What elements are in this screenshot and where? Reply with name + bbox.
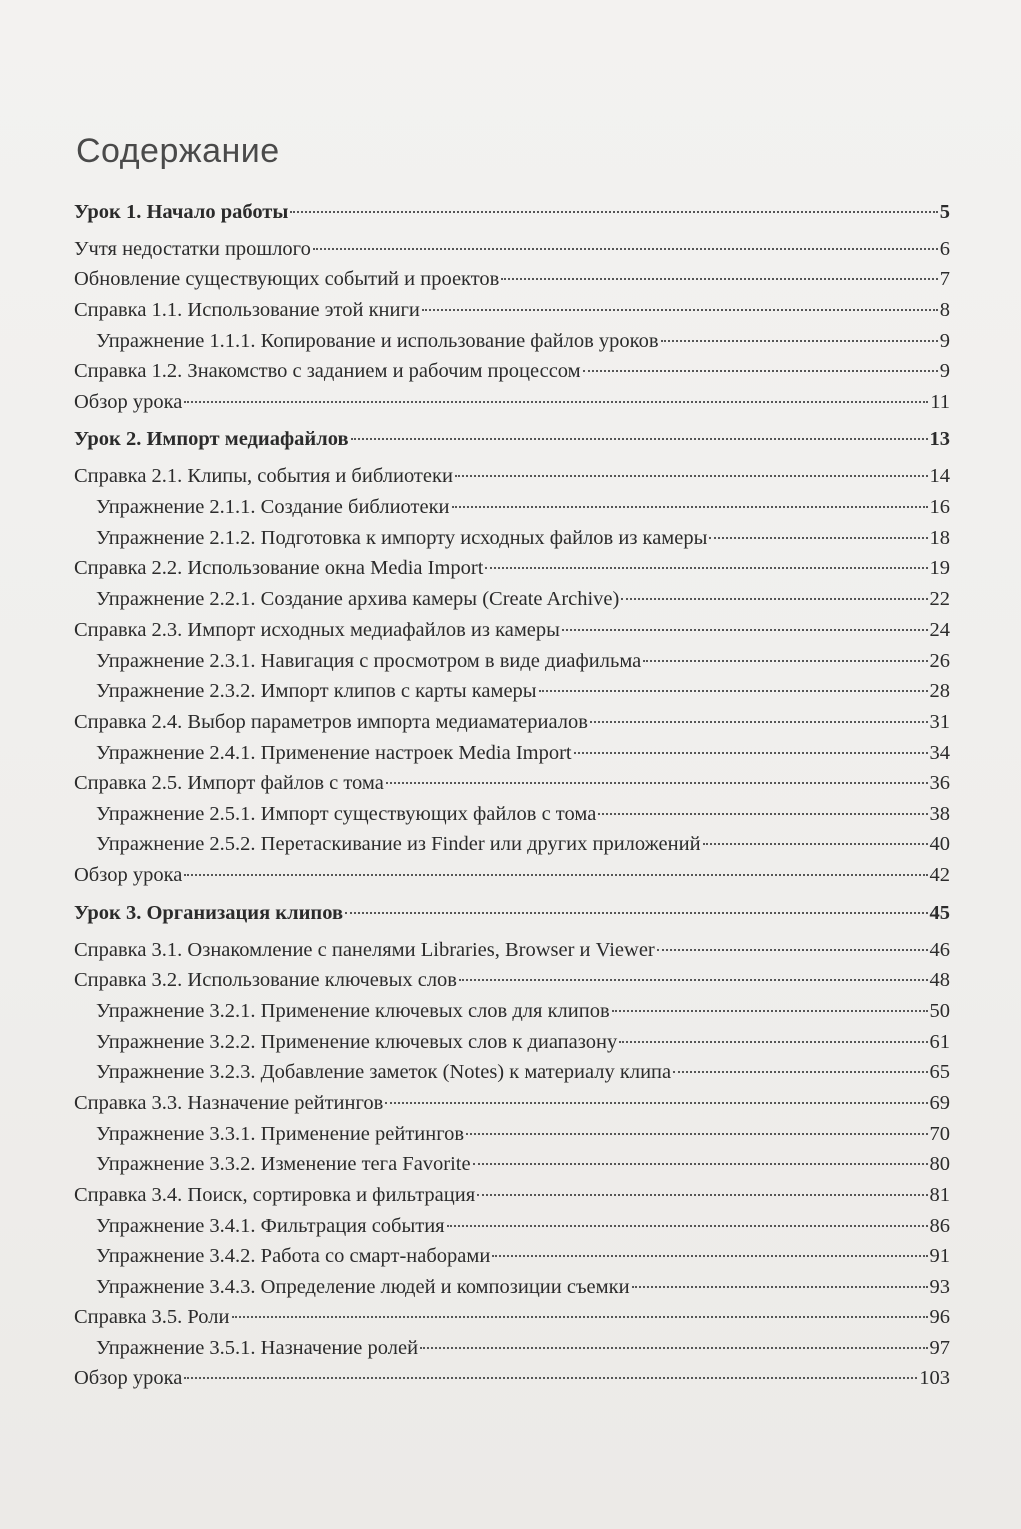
toc-entry-exercise	[74, 1150, 950, 1178]
dot-leader	[612, 1010, 928, 1012]
toc-entry	[74, 235, 950, 263]
dot-leader	[661, 340, 938, 342]
dot-leader	[447, 1225, 928, 1227]
entry-label: Урок 2. Импорт медиафайлов	[74, 428, 349, 450]
toc-entry-exercise	[74, 585, 950, 613]
dot-leader	[621, 598, 927, 600]
entry-label: Учтя недостатки прошлого	[74, 238, 311, 260]
dot-leader	[459, 979, 928, 981]
entry-label: Справка 2.4. Выбор параметров импорта медиаматериалов	[74, 711, 588, 733]
entry-label: Упражнение 3.3.2. Изменение тега Favorite	[96, 1153, 471, 1175]
dot-leader	[657, 949, 928, 951]
toc-entry-exercise	[74, 1212, 950, 1240]
toc-entry	[74, 1089, 950, 1117]
page-number: 14	[929, 465, 950, 487]
page-number: 86	[929, 1215, 950, 1237]
dot-leader	[290, 211, 937, 213]
entry-label: Справка 2.2. Использование окна Media Import	[74, 557, 484, 579]
page-number: 80	[929, 1153, 950, 1175]
dot-leader	[386, 782, 928, 784]
page-number: 18	[929, 527, 950, 549]
dot-leader	[422, 309, 938, 311]
toc-entry-exercise	[74, 830, 950, 858]
toc-entry-exercise	[74, 997, 950, 1025]
toc-entry-exercise	[74, 647, 950, 675]
entry-label: Упражнение 2.2.1. Создание архива камеры (Create Archive)	[96, 588, 620, 610]
dot-leader	[232, 1316, 928, 1318]
entry-label: Упражнение 2.3.1. Навигация с просмотром в виде диафильма	[96, 650, 642, 672]
page-number: 6	[939, 238, 950, 260]
dot-leader	[501, 278, 937, 280]
toc-entry	[74, 462, 950, 490]
page-number: 31	[929, 711, 950, 733]
dot-leader	[539, 690, 928, 692]
dot-leader	[562, 629, 928, 631]
toc-entry	[74, 265, 950, 293]
toc-entry-lesson	[74, 899, 950, 927]
toc-entry	[74, 708, 950, 736]
dot-leader	[673, 1071, 927, 1073]
dot-leader	[351, 438, 928, 440]
entry-label: Справка 2.5. Импорт файлов с тома	[74, 772, 384, 794]
entry-label: Упражнение 3.5.1. Назначение ролей	[96, 1337, 419, 1359]
page-number: 103	[919, 1367, 950, 1389]
page-number: 40	[929, 833, 950, 855]
toc-entry	[74, 1303, 950, 1331]
dot-leader	[184, 401, 928, 403]
toc-entry-exercise	[74, 327, 950, 355]
entry-label: Обзор урока	[74, 391, 183, 413]
toc-entry	[74, 769, 950, 797]
toc-entry-exercise	[74, 524, 950, 552]
dot-leader	[385, 1102, 927, 1104]
toc-entry	[74, 1364, 950, 1392]
dot-leader	[643, 660, 927, 662]
page-number: 11	[930, 391, 950, 413]
page-number: 91	[929, 1245, 950, 1267]
dot-leader	[452, 506, 928, 508]
entry-label: Справка 1.2. Знакомство с заданием и рабочим процессом	[74, 360, 581, 382]
toc-entry	[74, 357, 950, 385]
page-number: 70	[929, 1123, 950, 1145]
entry-label: Обновление существующих событий и проектов	[74, 268, 500, 290]
page-number: 13	[929, 428, 950, 450]
page-number: 19	[929, 557, 950, 579]
page-number: 61	[929, 1031, 950, 1053]
toc-entry-exercise	[74, 1334, 950, 1362]
dot-leader	[466, 1133, 927, 1135]
entry-label: Упражнение 2.5.2. Перетаскивание из Finder или других приложений	[96, 833, 701, 855]
entry-label: Упражнение 3.3.1. Применение рейтингов	[96, 1123, 465, 1145]
entry-label: Справка 1.1. Использование этой книги	[74, 299, 420, 321]
page-number: 96	[929, 1306, 950, 1328]
dot-leader	[709, 537, 927, 539]
page-number: 38	[929, 803, 950, 825]
page-title: Содержание	[76, 132, 280, 170]
toc-entry	[74, 388, 950, 416]
dot-leader	[184, 1377, 917, 1379]
entry-label: Справка 2.3. Импорт исходных медиафайлов из камеры	[74, 619, 560, 641]
page-number: 5	[939, 201, 950, 223]
page-number: 69	[929, 1092, 950, 1114]
toc-entry-exercise	[74, 739, 950, 767]
toc-entry-exercise	[74, 677, 950, 705]
toc-entry-lesson	[74, 425, 950, 453]
dot-leader	[632, 1286, 928, 1288]
entry-label: Упражнение 2.1.1. Создание библиотеки	[96, 496, 450, 518]
page-number: 9	[939, 360, 950, 382]
page-number: 46	[929, 939, 950, 961]
toc-entry	[74, 936, 950, 964]
dot-leader	[345, 912, 927, 914]
dot-leader	[420, 1347, 927, 1349]
page-number: 36	[929, 772, 950, 794]
dot-leader	[492, 1255, 927, 1257]
entry-label: Упражнение 3.2.2. Применение ключевых слов к диапазону	[96, 1031, 618, 1053]
page-number: 50	[929, 1000, 950, 1022]
entry-label: Упражнение 1.1.1. Копирование и использование файлов уроков	[96, 330, 659, 352]
entry-label: Справка 3.3. Назначение рейтингов	[74, 1092, 384, 1114]
toc-entry	[74, 296, 950, 324]
dot-leader	[703, 843, 928, 845]
toc-entry-exercise	[74, 493, 950, 521]
entry-label: Справка 3.1. Ознакомление с панелями Libraries, Browser и Viewer	[74, 939, 655, 961]
entry-label: Упражнение 2.4.1. Применение настроек Media Import	[96, 742, 572, 764]
entry-label: Упражнение 3.2.3. Добавление заметок (Notes) к материалу клипа	[96, 1061, 672, 1083]
toc-entry	[74, 554, 950, 582]
page-number: 97	[929, 1337, 950, 1359]
dot-leader	[598, 813, 927, 815]
entry-label: Упражнение 3.4.3. Определение людей и композиции съемки	[96, 1276, 630, 1298]
page-number: 65	[929, 1061, 950, 1083]
entry-label: Упражнение 3.4.1. Фильтрация события	[96, 1215, 445, 1237]
entry-label: Упражнение 3.2.1. Применение ключевых слов для клипов	[96, 1000, 610, 1022]
toc-entry-exercise	[74, 1058, 950, 1086]
entry-label: Справка 2.1. Клипы, события и библиотеки	[74, 465, 453, 487]
page-number: 34	[929, 742, 950, 764]
dot-leader	[473, 1163, 928, 1165]
page-number: 93	[929, 1276, 950, 1298]
dot-leader	[485, 567, 927, 569]
toc-entry	[74, 616, 950, 644]
entry-label: Упражнение 2.3.2. Импорт клипов с карты камеры	[96, 680, 537, 702]
page-number: 9	[939, 330, 950, 352]
entry-label: Справка 3.5. Роли	[74, 1306, 230, 1328]
toc-entry-exercise	[74, 1242, 950, 1270]
page-number: 45	[929, 902, 950, 924]
page-number: 7	[939, 268, 950, 290]
page-number: 24	[929, 619, 950, 641]
dot-leader	[583, 370, 938, 372]
entry-label: Справка 3.4. Поиск, сортировка и фильтрация	[74, 1184, 476, 1206]
page-number: 28	[929, 680, 950, 702]
entry-label: Урок 3. Организация клипов	[74, 902, 344, 924]
page-number: 16	[929, 496, 950, 518]
entry-label: Упражнение 3.4.2. Работа со смарт-наборами	[96, 1245, 491, 1267]
toc-entry-exercise	[74, 1273, 950, 1301]
entry-label: Упражнение 2.5.1. Импорт существующих файлов с тома	[96, 803, 597, 825]
dot-leader	[313, 248, 938, 250]
dot-leader	[184, 874, 927, 876]
dot-leader	[619, 1041, 927, 1043]
toc-entry-exercise	[74, 1120, 950, 1148]
entry-label: Обзор урока	[74, 864, 183, 886]
toc-entry	[74, 1181, 950, 1209]
dot-leader	[455, 475, 928, 477]
toc-entry-exercise	[74, 800, 950, 828]
toc-entry-lesson	[74, 198, 950, 226]
toc-entry	[74, 966, 950, 994]
toc-entry-exercise	[74, 1028, 950, 1056]
page-number: 81	[929, 1184, 950, 1206]
entry-label: Справка 3.2. Использование ключевых слов	[74, 969, 457, 991]
page-number: 8	[939, 299, 950, 321]
toc-entry	[74, 861, 950, 889]
dot-leader	[477, 1194, 927, 1196]
page-number: 22	[929, 588, 950, 610]
page-number: 42	[929, 864, 950, 886]
dot-leader	[590, 721, 928, 723]
entry-label: Упражнение 2.1.2. Подготовка к импорту исходных файлов из камеры	[96, 527, 708, 549]
dot-leader	[574, 752, 928, 754]
entry-label: Обзор урока	[74, 1367, 183, 1389]
page-number: 26	[929, 650, 950, 672]
entry-label: Урок 1. Начало работы	[74, 201, 289, 223]
page-number: 48	[929, 969, 950, 991]
